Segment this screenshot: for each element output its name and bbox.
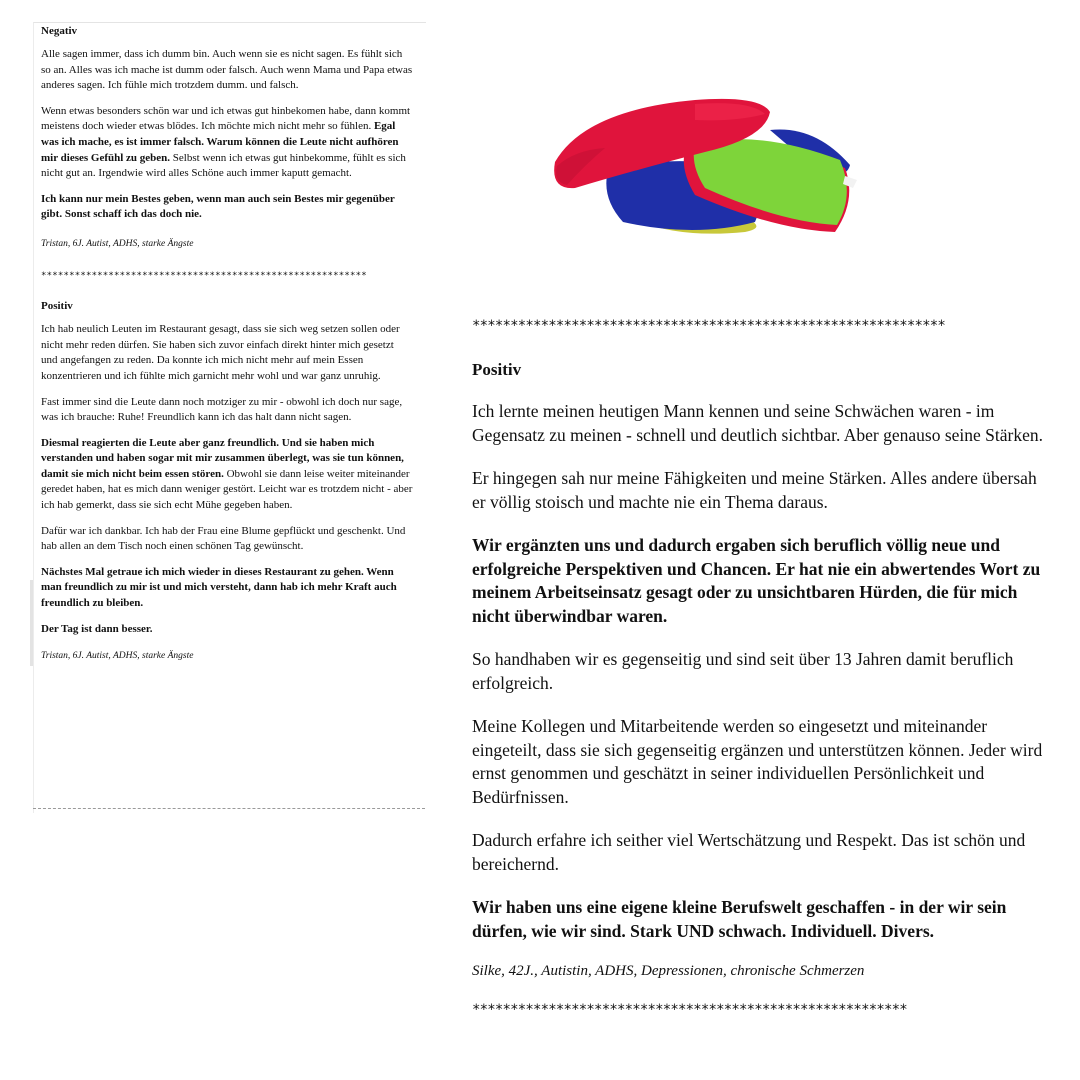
left-positiv-signature: Tristan, 6J. Autist, ADHS, starke Ängste [41,651,194,662]
right-paragraph-3: Wir ergänzten uns und dadurch ergaben sich beruflich völlig neue und erfolgreiche Perspektiven und Chancen. Er hat nie ein abwertendes Wort zu meinem Arbeitseinsatz gesagt oder zu unsichtbaren Hürden, die für mich nicht überwindbar waren. [472,535,1041,626]
left-positiv-paragraph-2: Fast immer sind die Leute dann noch motziger zu mir - obwohl ich doch nur sage, was ich brauche: Ruhe! Freundlich kann ich das halt dann nicht sagen. [41,395,403,424]
left-positiv-paragraph-6: Der Tag ist dann besser. [41,622,153,635]
right-separator-bottom: ********************************************************* [472,1002,907,1018]
right-paragraph-1: Ich lernte meinen heutigen Mann kennen und seine Schwächen waren - im Gegensatz zu meinen - schnell und deutlich sichtbar. Aber genauso seine Stärken. [472,401,1044,445]
left-margin-bar [30,580,33,666]
negativ-heading: Negativ [41,25,78,37]
negativ-paragraph-3: Ich kann nur mein Bestes geben, wenn man auch sein Bestes mir gegenüber gibt. Sonst schaff ich das doch nie. [41,192,395,221]
right-paragraph-4: So handhaben wir es gegenseitig und sind seit über 13 Jahren damit beruflich erfolgreich. [472,649,1014,693]
left-positiv-paragraph-3-bold: Diesmal reagierten die Leute aber ganz freundlich. Und sie haben mich verstanden und haben sogar mit mir zusammen überlegt, was sie tun können, damit sie mich nicht beim essen stören. [41,436,404,480]
negativ-paragraph-2 [41,104,413,182]
left-positiv-paragraph-5: Nächstes Mal getraue ich mich wieder in dieses Restaurant zu gehen. Wenn man freundlich zu mir ist und mich versteht, dann hab ich mehr Kraft auch freundlich zu bleiben. [41,565,397,610]
left-document-page [33,22,426,813]
right-paragraph-7: Wir haben uns eine eigene kleine Berufswelt geschaffen - in der wir sein dürfen, wie wir sind. Stark UND schwach. Individuell. Divers. [472,897,1007,941]
pillow-stack-image [545,90,875,245]
right-paragraph-5: Meine Kollegen und Mitarbeitende werden so eingesetzt und miteinander eingeteilt, dass sie sich gegenseitig ergänzen und unterstützen können. Jeder wird ernst genommen und geschätzt in seiner individuellen Persönlichkeit und Bedürfnissen. [472,716,1043,807]
left-bottom-divider [33,808,425,809]
left-positiv-paragraph-3-rest: Obwohl sie dann leise weiter miteinander geredet haben, hat es mich dann weniger gestört. Leicht war es trotzdem nicht - aber ich hab gemerkt, dass sie sich echt Mühe gegeben haben. [41,467,413,512]
negativ-paragraph-2-bold: Egal was ich mache, es ist immer falsch. Warum können die Leute nicht aufhören mir dieses Gefühl zu geben. [41,120,399,164]
right-signature: Silke, 42J., Autistin, ADHS, Depressionen, chronische Schmerzen [472,963,865,979]
left-positiv-paragraph-3 [41,436,413,514]
left-positiv-heading: Positiv [41,300,73,313]
negativ-paragraph-2-c: Selbst wenn ich etwas gut hinbekomme, fühlt es sich nicht gut an. Irgendwie wird alles Schöne auch immer kaputt gemacht. [41,151,406,180]
left-positiv-paragraph-1: Ich hab neulich Leuten im Restaurant gesagt, dass sie sich weg setzen sollen oder nicht mehr reden dürfen. Sie haben sich zuvor einfach direkt hinter mich gesetzt und angefangen zu reden. Da konnte ich mich nicht mehr auf mein Essen konzentrieren und ich fühlte mich garnicht mehr wohl und war ganz unruhig. [41,323,400,382]
left-document-content [41,23,413,665]
pillow-stack-illustration [545,90,875,245]
right-positiv-heading: Positiv [472,360,522,379]
left-separator: ********************************************************** [41,270,367,281]
right-paragraph-6: Dadurch erfahre ich seither viel Wertschätzung und Respekt. Das ist schön und bereichernd. [472,830,1026,874]
right-document [472,318,1052,1018]
right-separator-top: ************************************************************** [472,318,945,334]
right-paragraph-2: Er hingegen sah nur meine Fähigkeiten und meine Stärken. Alles andere übersah er völlig stoisch und machte nie ein Thema daraus. [472,468,1037,512]
left-positiv-paragraph-4: Dafür war ich dankbar. Ich hab der Frau eine Blume gepflückt und geschenkt. Und hab allen an dem Tisch noch einen schönen Tag gewünscht. [41,524,406,553]
negativ-paragraph-1: Alle sagen immer, dass ich dumm bin. Auch wenn sie es nicht sagen. Es fühlt sich so an. Alles was ich mache ist dumm oder falsch. Auch wenn Mama und Papa etwas anderes sagen. Ich fühle mich trotzdem dumm. und falsch. [41,48,413,92]
negativ-paragraph-2-a: Wenn etwas besonders schön war und ich etwas gut hinbekomen habe, dann kommt meistens doch wieder etwas blödes. Ich möchte mich nicht mehr so fühlen. [41,104,411,133]
negativ-signature: Tristan, 6J. Autist, ADHS, starke Ängste [41,238,194,249]
